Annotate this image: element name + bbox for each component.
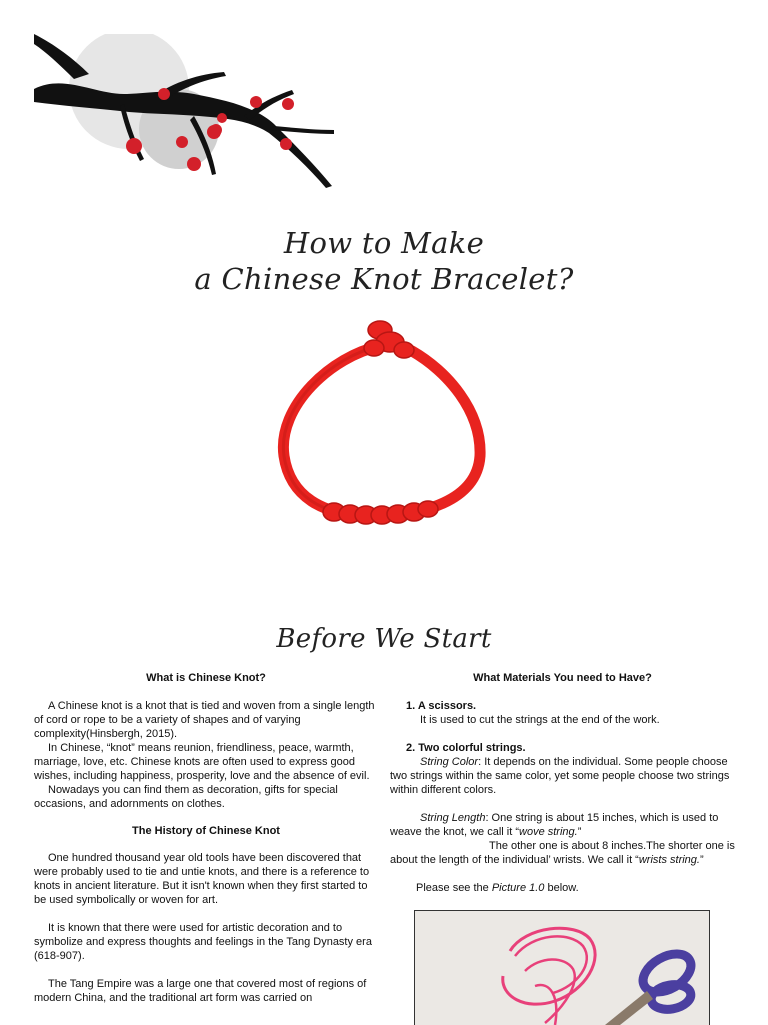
see-text-1: Please see the: [416, 882, 492, 894]
see-text-2: below.: [544, 882, 579, 894]
left-column: [34, 671, 378, 1005]
picture-reference: Picture 1.0: [491, 882, 545, 894]
item-scissors-title: 1. A scissors.: [406, 700, 477, 712]
strings-and-scissors-image: [415, 911, 709, 1025]
wove-string-term: wove string.: [519, 826, 578, 838]
red-knot-bracelet-photo: [262, 316, 502, 541]
materials-photo: [414, 910, 710, 1025]
string-color-text: : It depends on the individual. Some people choose two strings within the same color, yet some people choose two strings within different colors.: [390, 756, 730, 796]
right-column: [390, 671, 735, 895]
paragraph-usage: Nowadays you can find them as decoration, gifts for special occasions, and adornments on clothes.: [34, 784, 338, 810]
string-length-text-1: : One string is about 15 inches, which is used to weave the knot, we call it “: [390, 812, 719, 838]
paragraph-history-tang: It is known that there were used for artistic decoration and to symbolize and express thoughts and feelings in the Tang Dynasty era (618-907).: [34, 922, 372, 962]
string-length-text-4: ”: [699, 854, 704, 866]
string-color-label: String Color: [420, 756, 479, 768]
paragraph-string-length-2: [390, 839, 735, 867]
heading-materials: What Materials You need to Have?: [473, 672, 652, 684]
page-title-line-2: a Chinese Knot Bracelet?: [194, 262, 574, 296]
section-title-before-we-start: Before We Start: [276, 624, 492, 654]
wrists-string-term: wrists string.: [638, 854, 700, 866]
cherry-blossom-branch-illustration: [34, 34, 339, 196]
paragraph-meaning: In Chinese, “knot” means reunion, friendliness, peace, warmth, marriage, love, etc. Chinese knots are often used to express good wishes, including happiness, prosperity, love and the absence of evil.: [34, 742, 370, 782]
string-length-text-2: ”: [577, 826, 582, 838]
item-strings-title: 2. Two colorful strings.: [406, 742, 526, 754]
paragraph-see-picture: [390, 881, 735, 895]
string-length-label: String Length: [420, 812, 486, 824]
paragraph-history-empire: The Tang Empire was a large one that covered most of regions of modern China, and the traditional art form was carried on: [34, 978, 367, 1004]
item-scissors-body: It is used to cut the strings at the end of the work.: [420, 714, 660, 726]
paragraph-string-length: [390, 811, 735, 839]
page-title-line-1: How to Make: [283, 226, 485, 260]
heading-what-is-chinese-knot: What is Chinese Knot?: [146, 672, 266, 684]
string-length-text-3: The other one is about 8 inches.The shorter one is about the length of the individual’ wrists. We call it “: [390, 840, 735, 866]
paragraph-string-color: [390, 755, 735, 797]
paragraph-definition: A Chinese knot is a knot that is tied and woven from a single length of cord or rope to be a variety of shapes and of varying complexity(Hinsbergh, 2015).: [34, 700, 375, 740]
heading-history: The History of Chinese Knot: [132, 825, 280, 837]
paragraph-history-tools: One hundred thousand year old tools have been discovered that were probably used to tie and untie knots, and there is a reference to knots in ancient literature. But it isn't known when they first started to be used symbolically or woven for art.: [34, 852, 370, 906]
